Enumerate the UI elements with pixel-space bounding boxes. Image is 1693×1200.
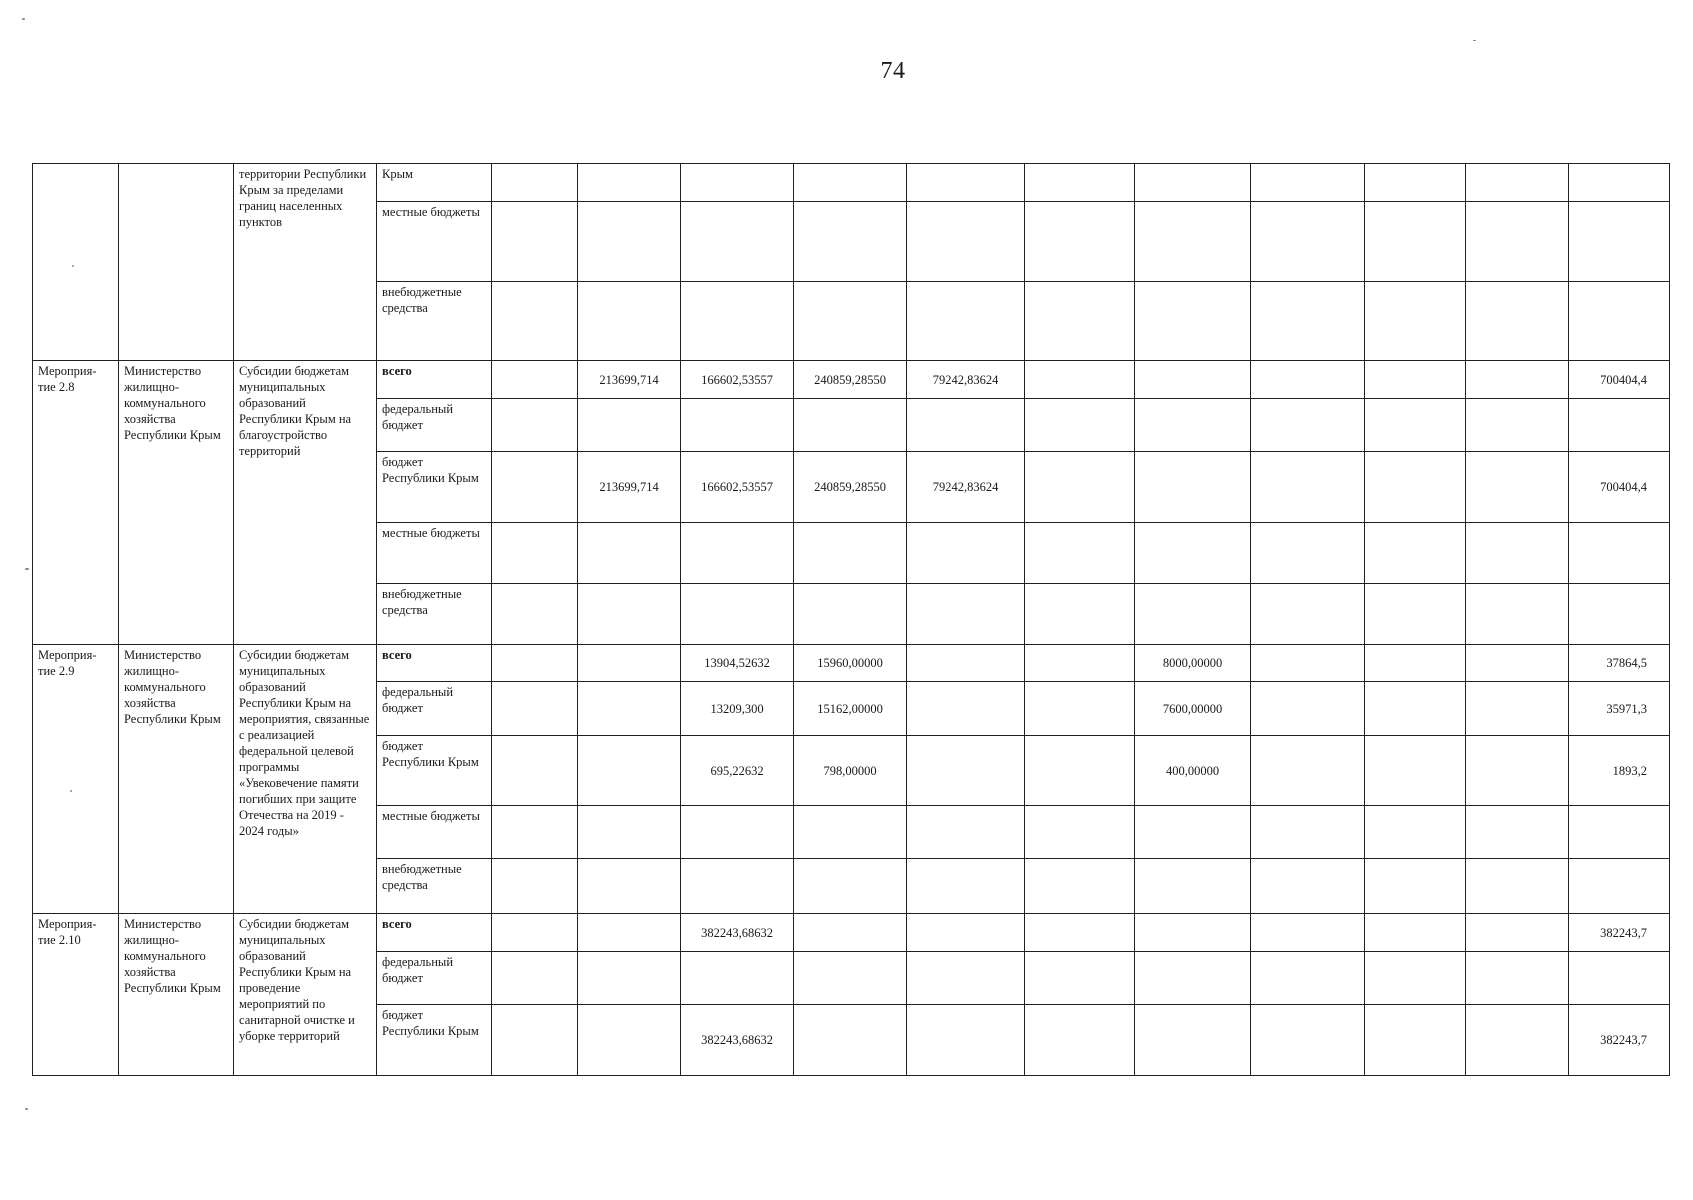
value-cell: 166602,53557	[681, 361, 794, 399]
value-cell	[578, 1005, 681, 1076]
value-cell	[1135, 452, 1251, 523]
table-row	[33, 914, 1670, 952]
total-cell	[1569, 952, 1670, 1005]
executor-cell	[119, 164, 234, 361]
funding-source: всего	[377, 645, 492, 682]
funding-source: местные бюджеты	[377, 806, 492, 859]
value-cell	[794, 399, 907, 452]
table-row	[33, 645, 1670, 682]
funding-source: федеральный бюджет	[377, 952, 492, 1005]
value-cell: 13904,52632	[681, 645, 794, 682]
page-number: 74	[880, 58, 906, 84]
funding-source: Крым	[377, 164, 492, 202]
funding-source: бюджет Республики Крым	[377, 452, 492, 523]
value-cell	[794, 914, 907, 952]
table-row	[33, 361, 1670, 399]
scan-speck	[25, 568, 29, 570]
value-cell	[681, 952, 794, 1005]
value-cell: 240859,28550	[794, 452, 907, 523]
total-cell: 1893,2	[1569, 736, 1670, 806]
scan-speck	[72, 265, 74, 267]
funding-source: местные бюджеты	[377, 202, 492, 282]
value-cell: 13209,300	[681, 682, 794, 736]
measure-cell: Мероприя-тие 2.8	[33, 361, 119, 645]
total-cell	[1569, 399, 1670, 452]
value-cell: 213699,714	[578, 452, 681, 523]
funding-source: бюджет Республики Крым	[377, 736, 492, 806]
value-cell: 8000,00000	[1135, 645, 1251, 682]
description-cell: Субсидии бюджетам муниципальных образований Республики Крым на благоустройство территорий	[234, 361, 377, 645]
executor-cell: Министерство жилищно-коммунального хозяйства Республики Крым	[119, 361, 234, 645]
executor-cell: Министерство жилищно-коммунального хозяйства Республики Крым	[119, 645, 234, 914]
value-cell	[578, 399, 681, 452]
funding-source: внебюджетные средства	[377, 584, 492, 645]
funding-source: бюджет Республики Крым	[377, 1005, 492, 1076]
scan-speck	[25, 1108, 28, 1110]
funding-source: внебюджетные средства	[377, 859, 492, 914]
value-cell: 213699,714	[578, 361, 681, 399]
value-cell: 695,22632	[681, 736, 794, 806]
value-cell: 240859,28550	[794, 361, 907, 399]
funding-source: всего	[377, 914, 492, 952]
measure-cell: Мероприя-тие 2.10	[33, 914, 119, 1076]
value-cell	[907, 914, 1025, 952]
total-cell: 382243,7	[1569, 914, 1670, 952]
measure-cell	[33, 164, 119, 361]
value-cell: 7600,00000	[1135, 682, 1251, 736]
value-cell	[578, 736, 681, 806]
total-cell: 700404,4	[1569, 452, 1670, 523]
value-cell: 382243,68632	[681, 914, 794, 952]
value-cell	[1135, 952, 1251, 1005]
value-cell	[1135, 914, 1251, 952]
value-cell: 382243,68632	[681, 1005, 794, 1076]
value-cell	[794, 1005, 907, 1076]
value-cell: 798,00000	[794, 736, 907, 806]
funding-source: местные бюджеты	[377, 523, 492, 584]
value-cell: 79242,83624	[907, 361, 1025, 399]
scan-speck	[22, 18, 25, 20]
value-cell	[1135, 361, 1251, 399]
value-cell	[907, 645, 1025, 682]
value-cell	[1135, 399, 1251, 452]
value-cell	[907, 736, 1025, 806]
executor-cell: Министерство жилищно-коммунального хозяйства Республики Крым	[119, 914, 234, 1076]
value-cell: 166602,53557	[681, 452, 794, 523]
value-cell: 15960,00000	[794, 645, 907, 682]
funding-source: внебюджетные средства	[377, 282, 492, 361]
funding-source: федеральный бюджет	[377, 399, 492, 452]
value-cell	[578, 682, 681, 736]
value-cell	[907, 682, 1025, 736]
funding-source: федеральный бюджет	[377, 682, 492, 736]
total-cell: 35971,3	[1569, 682, 1670, 736]
value-cell	[1135, 1005, 1251, 1076]
value-cell	[578, 952, 681, 1005]
budget-table	[32, 163, 1670, 1076]
description-cell: Субсидии бюджетам муниципальных образований Республики Крым на мероприятия, связанные с реализацией федеральной целевой программы «Увековечение памяти погибших при защите Отечества на 2019 - 2024 годы»	[234, 645, 377, 914]
total-cell: 700404,4	[1569, 361, 1670, 399]
value-cell	[578, 645, 681, 682]
total-cell: 37864,5	[1569, 645, 1670, 682]
description-cell: территории Республики Крым за пределами границ населенных пунктов	[234, 164, 377, 361]
table-row	[33, 164, 1670, 202]
value-cell	[907, 1005, 1025, 1076]
funding-source: всего	[377, 361, 492, 399]
value-cell	[907, 399, 1025, 452]
value-cell	[907, 952, 1025, 1005]
scan-speck	[70, 790, 72, 792]
scan-speck	[1473, 40, 1476, 41]
value-cell	[578, 914, 681, 952]
value-cell	[681, 399, 794, 452]
value-cell: 15162,00000	[794, 682, 907, 736]
description-cell: Субсидии бюджетам муниципальных образований Республики Крым на проведение мероприятий по санитарной очистке и уборке территорий	[234, 914, 377, 1076]
value-cell: 400,00000	[1135, 736, 1251, 806]
measure-cell: Мероприя-тие 2.9	[33, 645, 119, 914]
value-cell	[794, 952, 907, 1005]
value-cell: 79242,83624	[907, 452, 1025, 523]
total-cell: 382243,7	[1569, 1005, 1670, 1076]
